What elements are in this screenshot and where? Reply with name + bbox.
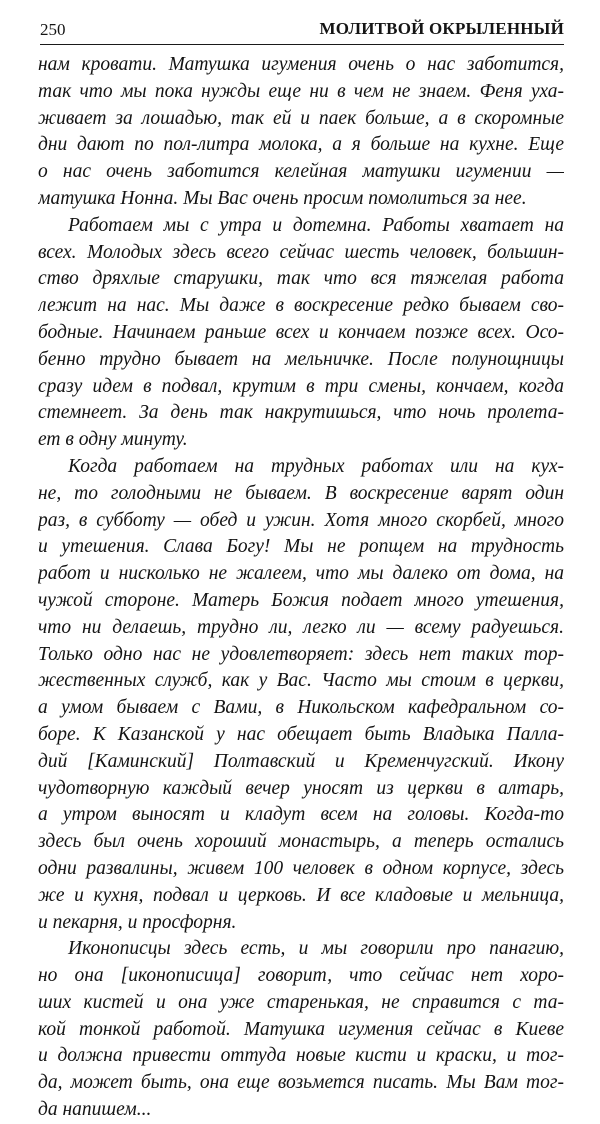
text-line: жественных служб, как у Вас. Часто мы стоим в церкви,: [38, 670, 564, 692]
text-line: и должна привести оттуда новые кисти и краски, и тог-: [38, 1045, 564, 1067]
text-line: Иконописцы здесь есть, и мы говорили про панагию,: [68, 938, 564, 960]
running-header: [40, 18, 564, 45]
text-line: да, может быть, она еще возьмется писать. Мы Вам тог-: [38, 1072, 564, 1094]
text-line: лежит на нас. Мы даже в воскресение редко бываем сво-: [38, 295, 564, 317]
text-line: сразу идем в подвал, крутим в три смены, кончаем, когда: [38, 375, 564, 397]
text-line: а утром выносят и кладут всем на головы. Когда-то: [38, 804, 564, 826]
text-line: боре. К Казанской у нас обещает быть Владыка Палла-: [38, 723, 564, 745]
paragraph: [38, 454, 564, 936]
text-line: одни развалины, живем 100 человек в одном корпусе, здесь: [38, 857, 564, 879]
text-line: не, то голодными не бываем. В воскресение варят один: [38, 482, 564, 504]
paragraph: [38, 936, 564, 1124]
text-line: живает за лошадью, так ей и паек больше, а в скоромные: [38, 107, 564, 129]
text-line: чужой стороне. Матерь Божия подает много утешения,: [38, 589, 564, 611]
text-line: раз, в субботу — обед и ужин. Хотя много скорбей, много: [38, 509, 564, 531]
text-line: бенно трудно бывает на мельничке. После полунощницы: [38, 348, 564, 370]
paragraph: [38, 213, 564, 454]
text-line: ет в одну минуту.: [38, 429, 188, 451]
text-line: да напишем...: [38, 1099, 152, 1121]
text-line: здесь был очень хороший монастырь, а теперь остались: [38, 831, 564, 853]
page-number: 250: [40, 20, 66, 39]
text-line: дни дают по пол-литра молока, а я больше на кухне. Еще: [38, 134, 564, 156]
text-line: и пекарня, и просфорня.: [38, 911, 237, 933]
text-line: всех. Молодых здесь всего сейчас шесть человек, большин-: [38, 241, 564, 263]
text-line: бодные. Начинаем раньше всех и кончаем позже всех. Осо-: [38, 321, 564, 343]
text-line: ших кистей и она уже старенькая, не справится с та-: [38, 991, 564, 1013]
text-line: что ни делаешь, трудно ли, легко ли — всему радуешься.: [38, 616, 564, 638]
running-title: МОЛИТВОЙ ОКРЫЛЕННЫЙ: [319, 19, 564, 38]
text-line: стемнеет. За день так накрутишься, что ночь пролета-: [38, 402, 564, 424]
text-line: так что мы пока нужды еще ни в чем не знаем. Феня уха-: [38, 80, 564, 102]
text-line: о нас очень заботится келейная матушки игумении —: [38, 161, 564, 183]
text-line: работ и нисколько не жалеем, что мы далеко от дома, на: [38, 563, 564, 585]
text-line: Работаем мы с утра и дотемна. Работы хватает на: [68, 214, 564, 236]
text-line: же и кухня, подвал и церковь. И все кладовые и мельница,: [38, 884, 564, 906]
paragraph: [38, 52, 564, 213]
text-line: Когда работаем на трудных работах или на кух-: [68, 455, 564, 477]
text-line: кой тонкой работой. Матушка игумения сейчас в Киеве: [38, 1018, 564, 1040]
text-line: но она [иконописица] говорит, что сейчас нет хоро-: [38, 965, 564, 987]
text-line: ство дряхлые старушки, так что вся тяжелая работа: [38, 268, 564, 290]
text-line: и утешения. Слава Богу! Мы не ропщем на трудность: [38, 536, 564, 558]
text-line: чудотворную каждый вечер уносят из церкви в алтарь,: [38, 777, 564, 799]
text-line: матушка Нонна. Мы Вас очень просим помолиться за нее.: [38, 187, 527, 209]
body-text: [38, 52, 564, 1124]
text-line: нам кровати. Матушка игумения очень о нас заботится,: [38, 54, 564, 75]
text-line: а умом бываем с Вами, в Никольском кафедральном со-: [38, 697, 564, 719]
text-line: дий [Каминский] Полтавский и Кременчугский. Икону: [38, 750, 564, 772]
text-line: Только одно нас не удовлетворяет: здесь нет таких тор-: [38, 643, 564, 665]
